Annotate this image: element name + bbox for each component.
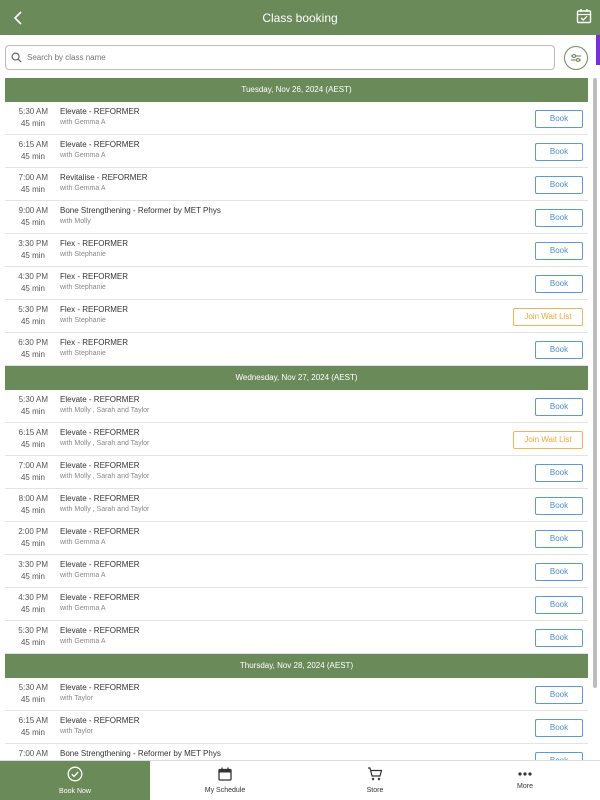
book-button[interactable]: Book	[535, 497, 583, 515]
book-button[interactable]: Book	[535, 176, 583, 194]
filter-sliders-icon	[570, 52, 582, 64]
class-row	[5, 621, 588, 654]
class-time: 5:30 AM	[18, 683, 48, 692]
nav-label: My Schedule	[204, 787, 246, 794]
class-time: 7:00 AM	[18, 461, 48, 470]
nav-item-store[interactable]	[300, 761, 450, 800]
class-time: 6:15 AM	[18, 428, 48, 437]
class-row	[5, 423, 588, 456]
class-duration: 45 min	[20, 572, 45, 581]
class-duration: 45 min	[20, 506, 45, 515]
class-time: 3:30 PM	[18, 239, 48, 248]
class-instructor: with Molly , Sarah and Taylor	[60, 506, 150, 513]
class-row	[5, 135, 588, 168]
book-button[interactable]: Book	[535, 275, 583, 293]
class-name: Elevate - REFORMER	[60, 560, 140, 569]
class-instructor: with Taylor	[60, 695, 93, 702]
day-header: Tuesday, Nov 26, 2024 (AEST)	[5, 78, 588, 102]
class-instructor: with Gemma A	[60, 605, 106, 612]
join-waitlist-button[interactable]: Join Wait List	[513, 431, 583, 449]
class-name: Flex - REFORMER	[60, 305, 128, 314]
class-duration: 45 min	[20, 440, 45, 449]
class-time: 4:30 PM	[18, 272, 48, 281]
class-name: Elevate - REFORMER	[60, 626, 140, 635]
class-name: Flex - REFORMER	[60, 338, 128, 347]
class-instructor: with Stephanie	[60, 251, 106, 258]
class-duration: 45 min	[20, 218, 45, 227]
class-time: 7:00 AM	[18, 749, 48, 758]
class-duration: 45 min	[20, 185, 45, 194]
class-row	[5, 555, 588, 588]
class-time: 6:15 AM	[18, 140, 48, 149]
day-header: Wednesday, Nov 27, 2024 (AEST)	[5, 366, 588, 390]
nav-item-more[interactable]	[450, 761, 600, 800]
calendar-check-icon	[576, 8, 592, 24]
class-time: 5:30 PM	[18, 626, 48, 635]
class-instructor: with Gemma A	[60, 638, 106, 645]
class-instructor: with Gemma A	[60, 539, 106, 546]
filter-button[interactable]	[564, 46, 588, 70]
class-name: Elevate - REFORMER	[60, 593, 140, 602]
class-duration: 45 min	[20, 317, 45, 326]
class-row	[5, 102, 588, 135]
class-row	[5, 267, 588, 300]
book-button[interactable]: Book	[535, 143, 583, 161]
book-button[interactable]: Book	[535, 341, 583, 359]
class-duration: 45 min	[20, 638, 45, 647]
class-name: Elevate - REFORMER	[60, 527, 140, 536]
book-button[interactable]: Book	[535, 464, 583, 482]
class-time: 7:00 AM	[18, 173, 48, 182]
search-bar[interactable]	[5, 45, 555, 70]
class-name: Elevate - REFORMER	[60, 140, 140, 149]
class-row	[5, 333, 588, 366]
class-row	[5, 522, 588, 555]
class-time: 2:00 PM	[18, 527, 48, 536]
class-row	[5, 678, 588, 711]
book-button[interactable]: Book	[535, 530, 583, 548]
class-instructor: with Molly , Sarah and Taylor	[60, 440, 150, 447]
class-name: Flex - REFORMER	[60, 239, 128, 248]
class-name: Elevate - REFORMER	[60, 107, 140, 116]
class-row	[5, 711, 588, 744]
class-instructor: with Stephanie	[60, 317, 106, 324]
class-instructor: with Gemma A	[60, 152, 106, 159]
cart-icon	[367, 767, 383, 787]
class-duration: 45 min	[20, 152, 45, 161]
nav-item-my-schedule[interactable]	[150, 761, 300, 800]
class-duration: 45 min	[20, 350, 45, 359]
book-button[interactable]: Book	[535, 110, 583, 128]
class-instructor: with Stephanie	[60, 284, 106, 291]
class-instructor: with Molly , Sarah and Taylor	[60, 473, 150, 480]
class-duration: 45 min	[20, 284, 45, 293]
nav-label: More	[517, 783, 533, 790]
class-name: Elevate - REFORMER	[60, 428, 140, 437]
class-name: Elevate - REFORMER	[60, 716, 140, 725]
page-title: Class booking	[262, 10, 338, 25]
class-duration: 45 min	[20, 539, 45, 548]
nav-item-book-now[interactable]	[0, 761, 150, 800]
book-button[interactable]: Book	[535, 398, 583, 416]
class-time: 6:30 PM	[18, 338, 48, 347]
class-time: 6:15 AM	[18, 716, 48, 725]
class-time: 8:00 AM	[18, 494, 48, 503]
book-button[interactable]: Book	[535, 629, 583, 647]
class-duration: 45 min	[20, 251, 45, 260]
class-row	[5, 390, 588, 423]
class-name: Elevate - REFORMER	[60, 494, 140, 503]
search-icon	[11, 52, 22, 63]
class-duration: 45 min	[20, 119, 45, 128]
class-row	[5, 456, 588, 489]
class-time: 4:30 PM	[18, 593, 48, 602]
class-instructor: with Molly	[60, 218, 91, 225]
class-row	[5, 489, 588, 522]
class-duration: 45 min	[20, 728, 45, 737]
class-name: Elevate - REFORMER	[60, 683, 140, 692]
calendar-icon	[218, 767, 232, 787]
class-instructor: with Stephanie	[60, 350, 106, 357]
class-name: Elevate - REFORMER	[60, 461, 140, 470]
class-name: Bone Strengthening - Reformer by MET Phys	[60, 749, 221, 758]
class-time: 9:00 AM	[18, 206, 48, 215]
check-circle-icon	[67, 766, 83, 788]
edge-indicator	[596, 35, 600, 65]
calendar-check-button[interactable]	[576, 8, 594, 26]
class-row	[5, 300, 588, 333]
class-time: 5:30 AM	[18, 107, 48, 116]
class-row	[5, 234, 588, 267]
search-input[interactable]	[27, 53, 554, 62]
class-name: Flex - REFORMER	[60, 272, 128, 281]
book-button[interactable]: Book	[535, 596, 583, 614]
class-duration: 45 min	[20, 605, 45, 614]
class-name: Revitalise - REFORMER	[60, 173, 148, 182]
class-instructor: with Gemma A	[60, 185, 106, 192]
class-duration: 45 min	[20, 695, 45, 704]
class-instructor: with Gemma A	[60, 572, 106, 579]
class-duration: 45 min	[20, 473, 45, 482]
day-header: Thursday, Nov 28, 2024 (AEST)	[5, 654, 588, 678]
class-time: 5:30 PM	[18, 305, 48, 314]
chevron-left-icon	[13, 11, 25, 25]
more-dots-icon	[518, 771, 532, 783]
class-row	[5, 588, 588, 621]
book-button[interactable]: Book	[535, 563, 583, 581]
class-time: 5:30 AM	[18, 395, 48, 404]
book-button[interactable]: Book	[535, 242, 583, 260]
class-row	[5, 201, 588, 234]
app-header	[0, 0, 600, 35]
scrollbar[interactable]	[593, 78, 597, 688]
join-waitlist-button[interactable]: Join Wait List	[513, 308, 583, 326]
back-button[interactable]	[6, 5, 32, 31]
class-instructor: with Taylor	[60, 728, 93, 735]
class-row	[5, 168, 588, 201]
nav-label: Book Now	[59, 788, 91, 795]
class-instructor: with Gemma A	[60, 119, 106, 126]
class-time: 3:30 PM	[18, 560, 48, 569]
class-name: Elevate - REFORMER	[60, 395, 140, 404]
bottom-nav	[0, 760, 600, 800]
class-name: Bone Strengthening - Reformer by MET Phys	[60, 206, 221, 215]
class-list[interactable]	[5, 78, 588, 760]
book-button[interactable]: Book	[535, 209, 583, 227]
class-instructor: with Molly , Sarah and Taylor	[60, 407, 150, 414]
class-duration: 45 min	[20, 407, 45, 416]
nav-label: Store	[366, 787, 384, 794]
book-button[interactable]: Book	[535, 686, 583, 704]
book-button[interactable]: Book	[535, 719, 583, 737]
